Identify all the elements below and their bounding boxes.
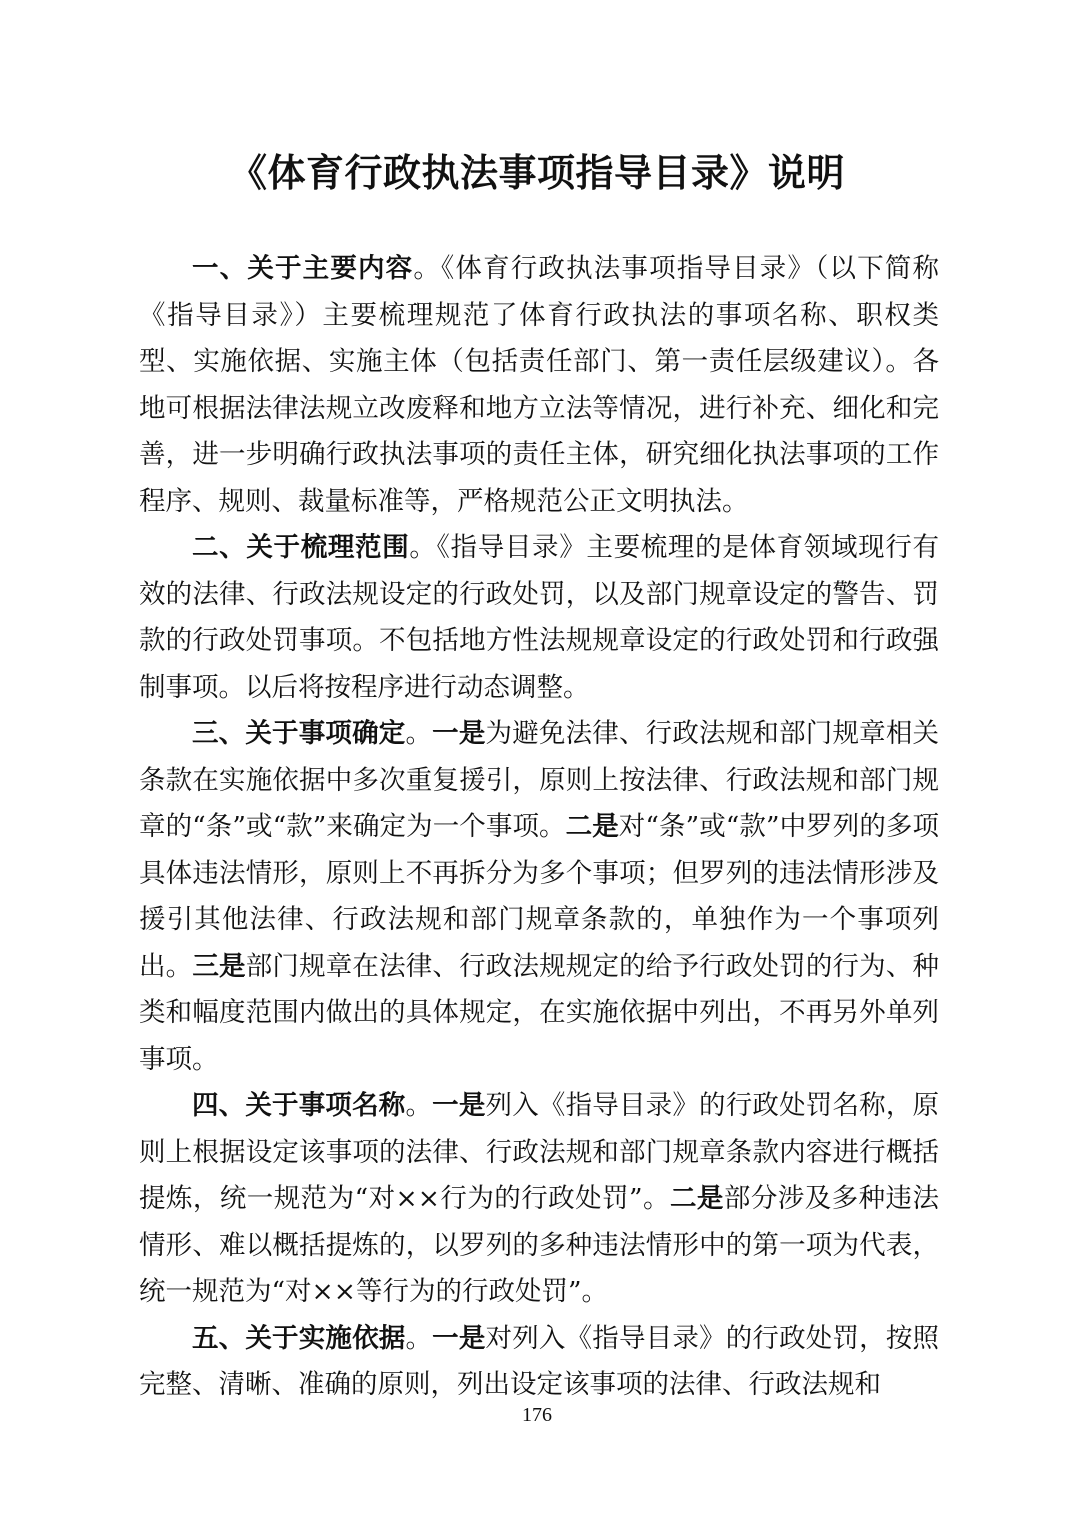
point-text: 部分涉及多种违法情形、难以概括提炼的，以罗列的多种违法情形中的第一项为代表，统一规范为“对××等行为的行政处罚”。	[139, 1183, 940, 1307]
point-label: 一是	[432, 718, 486, 749]
section-heading: 三、关于事项确定	[192, 718, 406, 749]
section-text: 。	[405, 1322, 433, 1354]
section-text: 。	[405, 1090, 433, 1121]
point-text: 对列入《指导目录》的行政处罚，按照完整、清晰、准确的原则，列出设定该事项的法律、行政法规和	[139, 1322, 940, 1400]
section-text: 。《体育行政执法事项指导目录》（以下简称《指导目录》）主要梳理规范了体育行政执法的事项名称、职权类型、实施依据、实施主体（包括责任部门、第一责任层级建议）。各地可根据法律法规立改废释和地方立法等情况，进行补充、细化和完善，进一步明确行政执法事项的责任主体，研究细化执法事项的工作程序、规则、裁量标准等，严格规范公正文明执法。	[139, 253, 940, 517]
point-label: 一是	[432, 1322, 486, 1354]
document-body	[139, 246, 939, 1409]
point-text: 对“条”或“款”中罗列的多项具体违法情形，原则上不再拆分为多个事项；但罗列的违法情形涉及援引其他法律、行政法规和部门规章条款的，单独作为一个事项列出。	[139, 811, 939, 982]
section-scope	[139, 525, 939, 711]
section-main-content	[139, 246, 939, 525]
section-text: 。	[405, 718, 433, 749]
section-heading: 五、关于实施依据	[192, 1322, 406, 1354]
section-implementation-basis	[139, 1316, 939, 1409]
point-label: 二是	[565, 811, 619, 842]
section-heading: 二、关于梳理范围	[192, 532, 410, 563]
point-label: 二是	[669, 1183, 724, 1214]
section-item-name	[139, 1083, 939, 1316]
section-heading: 四、关于事项名称	[192, 1090, 406, 1121]
point-text: 列入《指导目录》的行政处罚名称，原则上根据设定该事项的法律、行政法规和部门规章条款内容进行概括提炼，统一规范为“对××行为的行政处罚”。	[139, 1090, 940, 1214]
section-item-determination	[139, 711, 939, 1083]
document-title: 《体育行政执法事项指导目录》说明	[228, 151, 845, 195]
point-text: 为避免法律、行政法规和部门规章相关条款在实施依据中多次重复援引，原则上按法律、行政法规和部门规章的“条”或“款”来确定为一个事项。	[139, 718, 940, 842]
point-label: 三是	[192, 950, 246, 982]
point-text: 部门规章在法律、行政法规规定的给予行政处罚的行为、种类和幅度范围内做出的具体规定，在实施依据中列出，不再另外单列事项。	[139, 950, 940, 1075]
page-number: 176	[522, 1404, 552, 1426]
point-label: 一是	[432, 1090, 486, 1121]
section-heading: 一、关于主要内容	[192, 253, 414, 284]
section-text: 。《指导目录》主要梳理的是体育领域现行有效的法律、行政法规设定的行政处罚，以及部门规章设定的警告、罚款的行政处罚事项。不包括地方性法规规章设定的行政处罚和行政强制事项。以后将按程序进行动态调整。	[139, 532, 940, 703]
